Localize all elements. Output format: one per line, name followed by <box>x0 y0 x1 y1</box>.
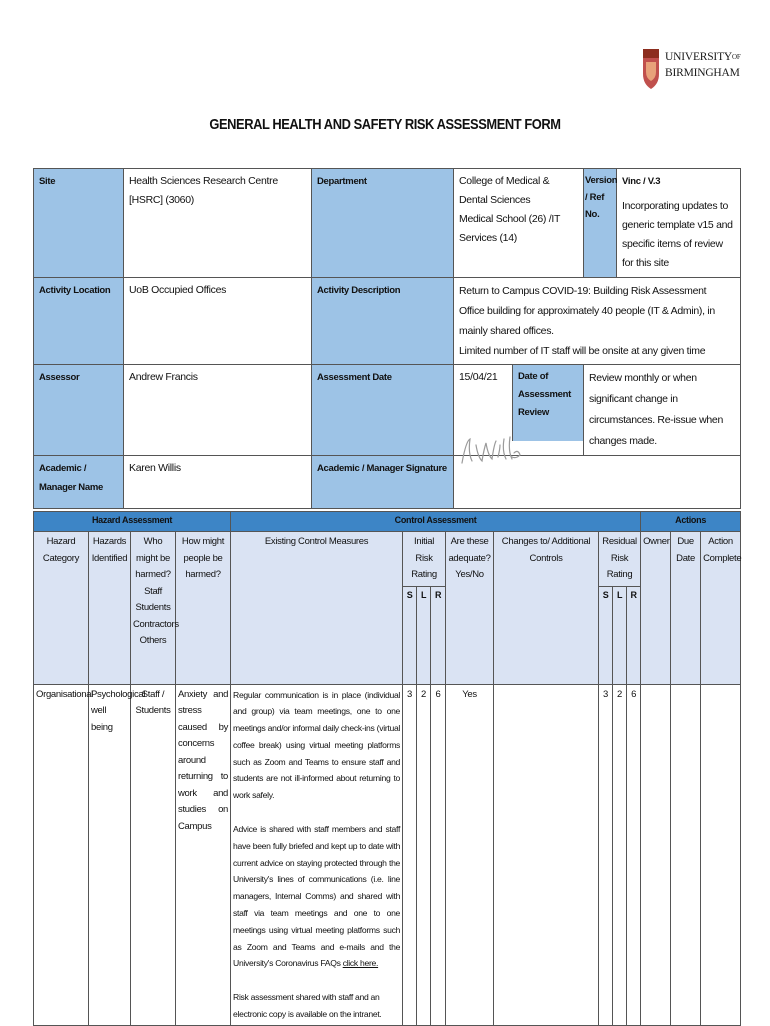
activity-location-label: Activity Location <box>34 278 124 365</box>
university-crest-icon <box>642 48 660 90</box>
page-title: GENERAL HEALTH AND SAFETY RISK ASSESSMENT FORM <box>209 116 561 133</box>
manager-label: Academic / Manager Name <box>34 456 124 509</box>
signature-label: Academic / Manager Signature <box>312 456 454 509</box>
review-date-label: Date of Assessment Review <box>512 365 583 441</box>
row-existing-controls <box>231 684 403 1025</box>
version-cell <box>617 169 741 278</box>
table-row <box>34 684 741 1025</box>
activity-description-value <box>454 278 741 365</box>
assessment-details-table <box>33 168 741 509</box>
control-assessment-band: Control Assessment <box>231 512 641 532</box>
col-changes: Changes to/ Additional Controls <box>494 532 599 685</box>
row-initial-s: 3 <box>403 684 417 1025</box>
version-label: Version / Ref No. <box>584 169 617 278</box>
control-paragraph-3: Risk assessment shared with staff and an electronic copy is available on the intranet. <box>233 992 382 1020</box>
control-paragraph-2 <box>233 821 400 972</box>
row-who: Staff / Students <box>131 684 176 1025</box>
logo-line-1: UNIVERSITY <box>665 51 732 63</box>
site-value: Health Sciences Research Centre [HSRC] (3060) <box>124 169 312 278</box>
assessor-label: Assessor <box>34 365 124 456</box>
col-hazards-identified: Hazards Identified <box>89 532 131 685</box>
residual-l-header: L <box>613 586 627 684</box>
university-logo <box>640 48 740 94</box>
actions-band: Actions <box>641 512 741 532</box>
manager-value: Karen Willis <box>124 456 312 509</box>
row-hazard: Psychological well being <box>89 684 131 1025</box>
row-residual-r: 6 <box>627 684 641 1025</box>
logo-of: OF <box>732 53 741 61</box>
col-due-date: Due Date <box>671 532 701 685</box>
site-label: Site <box>34 169 124 278</box>
hazard-assessment-band: Hazard Assessment <box>34 512 231 532</box>
department-school: Medical School (26) /IT Services (14) <box>459 213 560 244</box>
row-due <box>671 684 701 1025</box>
col-existing-controls: Existing Control Measures <box>231 532 403 685</box>
assessment-date-label: Assessment Date <box>312 365 454 456</box>
department-label: Department <box>312 169 454 278</box>
row-hazard-category: Organisational <box>34 684 89 1025</box>
activity-description-line-1: Return to Campus COVID-19: Building Risk Assessment <box>459 285 707 297</box>
risk-assessment-table <box>33 511 741 1026</box>
col-initial-risk: Initial Risk Rating <box>403 532 446 587</box>
col-who-harmed: Who might be harmed? Staff Students Contractors Others <box>131 532 176 685</box>
row-residual-s: 3 <box>599 684 613 1025</box>
row-how: Anxiety and stress caused by concerns around returning to work and studies on Campus <box>176 684 231 1025</box>
initial-r-header: R <box>431 586 446 684</box>
residual-r-header: R <box>627 586 641 684</box>
activity-description-line-3: Limited number of IT staff will be onsite at any given time <box>459 345 706 357</box>
department-value <box>454 169 584 278</box>
activity-description-label: Activity Description <box>312 278 454 365</box>
logo-line-2: BIRMINGHAM <box>665 67 740 79</box>
row-adequate: Yes <box>446 684 494 1025</box>
initial-l-header: L <box>417 586 431 684</box>
click-here-link[interactable]: click here. <box>342 958 379 969</box>
department-college: College of Medical & Dental Sciences <box>459 175 550 206</box>
col-hazard-category: Hazard Category <box>34 532 89 685</box>
control-paragraph-2-text: Advice is shared with staff members and staff have been fully briefed and kept up to date with current advice on staying protected through the University's lines of communications (i.e. line managers, Internal Comms) and shared with staff via team meetings and one to one meetings using virtual meeting platforms such as Zoom and Teams and e-mails and the University's Coronavirus FAQs <box>233 824 401 969</box>
col-action-complete: Action Complete <box>701 532 741 685</box>
initial-s-header: S <box>403 586 417 684</box>
row-initial-l: 2 <box>417 684 431 1025</box>
col-residual-risk: Residual Risk Rating <box>599 532 641 587</box>
manager-signature <box>456 431 526 471</box>
row-changes <box>494 684 599 1025</box>
version-value: Vinc / V.3 <box>622 176 661 187</box>
activity-location-value: UoB Occupied Offices <box>124 278 312 365</box>
col-adequate: Are these adequate? Yes/No <box>446 532 494 685</box>
assessment-date-value: 15/04/21 <box>459 371 498 383</box>
col-owner: Owner <box>641 532 671 685</box>
row-owner <box>641 684 671 1025</box>
residual-s-header: S <box>599 586 613 684</box>
col-how-harmed: How might people be harmed? <box>176 532 231 685</box>
assessor-value: Andrew Francis <box>124 365 312 456</box>
row-residual-l: 2 <box>613 684 627 1025</box>
review-value: Review monthly or when significant change in circumstances. Re-issue when changes made. <box>584 365 741 456</box>
row-complete <box>701 684 741 1025</box>
row-initial-r: 6 <box>431 684 446 1025</box>
version-note: Incorporating updates to generic template v15 and specific items of review for this site <box>622 200 733 269</box>
activity-description-line-2: Office building for approximately 40 people (IT & Admin), in mainly shared offices. <box>459 305 715 337</box>
control-paragraph-1: Regular communication is in place (individual and group) via team meetings, one to one meetings and/or informal daily check-ins (virtual coffee break) using virtual meeting platforms such as Zoom and Teams to ensure staff and students are not ill-informed about returning to work safely. <box>233 689 401 801</box>
